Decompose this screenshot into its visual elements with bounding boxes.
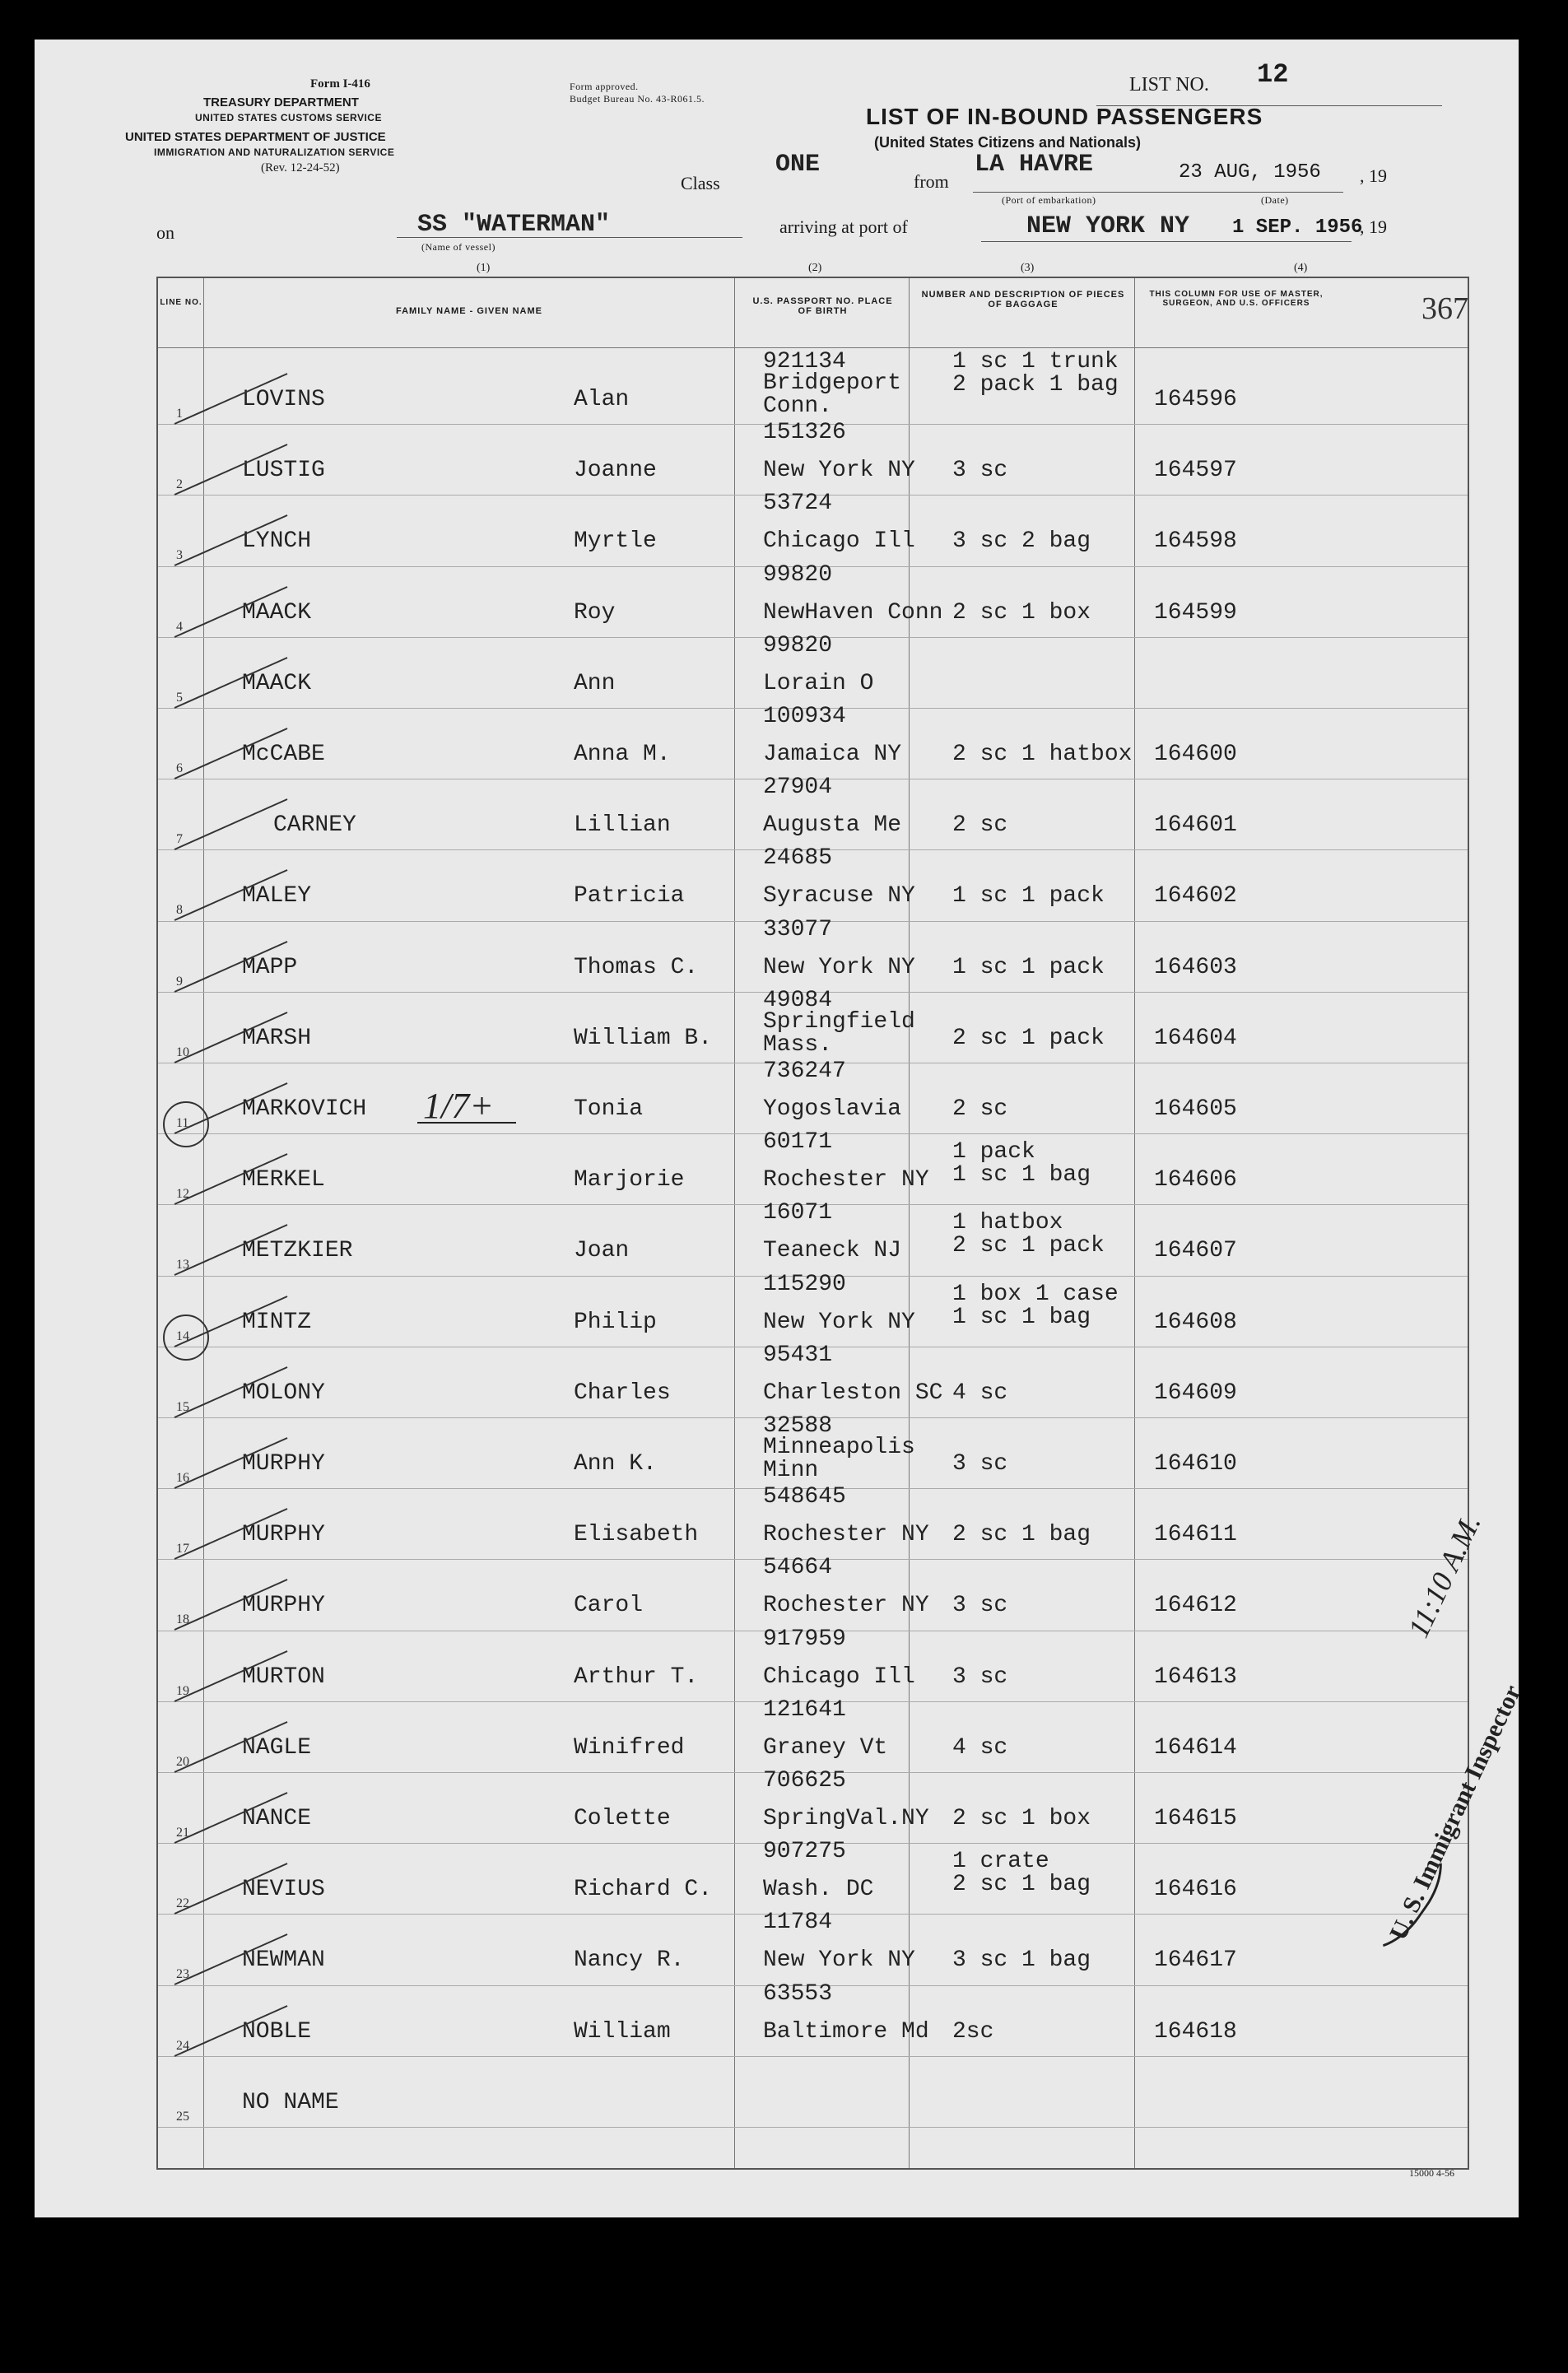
from-rule [973,192,1343,193]
passport-number: 11784 [763,1910,833,1936]
place-of-birth-cont: Conn. [763,393,833,419]
header-divider [158,347,1468,348]
table-row [158,845,1468,921]
table-row [158,420,1468,496]
place-of-birth: NewHaven Conn [763,599,943,626]
port-of-embarkation: LA HAVRE [975,151,1094,179]
line-number: 19 [176,1683,189,1698]
baggage-cont: 2 sc 1 bag [952,1872,1091,1898]
given-name: Thomas C. [574,954,699,980]
family-name: MAACK [242,670,312,696]
family-name: NEWMAN [242,1947,325,1974]
baggage: 3 sc [952,1663,1008,1690]
baggage: 2sc [952,2018,994,2045]
line-number: 11 [176,1116,189,1130]
table-row [158,1910,1468,1985]
line-number: 23 [176,1967,189,1982]
family-name: LOVINS [242,387,325,412]
line-number: 15 [176,1399,189,1414]
passport-number: 907275 [763,1839,846,1865]
form-subtitle: (United States Citizens and Nationals) [874,134,1142,151]
arrival-date: 1 SEP. 1956 [1232,216,1363,239]
arrival-port: NEW YORK NY [1026,212,1190,240]
col-header-line-no: LINE NO. [160,298,202,307]
line-number: 21 [176,1826,189,1840]
baggage: 1 crate [952,1849,1049,1875]
line-number: 20 [176,1754,189,1769]
line-number: 18 [176,1612,189,1627]
passport-number: 736247 [763,1059,846,1084]
given-name: Roy [574,599,616,626]
line-number: 14 [176,1328,189,1343]
baggage: 4 sc [952,1380,1008,1406]
table-row [158,491,1468,566]
family-name: MALEY [242,883,312,910]
place-of-birth: SpringVal.NY [763,1806,929,1831]
budget-bureau: Budget Bureau No. 43-R061.5. [570,93,705,105]
row-divider [158,2127,1468,2128]
revision-date: (Rev. 12-24-52) [261,161,340,174]
handwritten-note: 1/7+ [423,1086,494,1126]
col-header-baggage: NUMBER AND DESCRIPTION OF PIECES OF BAGGAGE [921,290,1125,309]
col-index-1: (1) [477,262,491,274]
given-name: Marjorie [574,1167,685,1193]
place-of-birth: New York NY [763,954,915,980]
place-of-birth: Wash. DC [763,1877,874,1903]
place-of-birth: New York NY [763,458,915,484]
passport-number: 100934 [763,704,846,729]
place-of-birth: Springfield [763,1008,915,1035]
officer-number: 164606 [1154,1167,1237,1193]
place-of-birth: Yogoslavia [763,1096,902,1122]
form-approved: Form approved. [570,81,639,92]
date-label: (Date) [1261,194,1289,206]
col-header-name: FAMILY NAME - GIVEN NAME [395,306,543,316]
passport-number: 115290 [763,1271,846,1297]
baggage: 3 sc [952,458,1008,484]
place-of-birth: Graney Vt [763,1734,888,1761]
given-name: Nancy R. [574,1947,685,1974]
officer-number: 164596 [1154,387,1237,412]
passport-number: 24685 [763,845,833,872]
inspection-time-stamp: 11:10 A.M. [1401,1509,1487,1643]
line-number: 17 [176,1542,189,1556]
table-row [158,1626,1468,1702]
arriving-label: arriving at port of [779,216,908,237]
customs-service: UNITED STATES CUSTOMS SERVICE [195,112,382,123]
table-row [158,1059,1468,1134]
given-name: Ann [574,670,616,696]
col-header-officers: THIS COLUMN FOR USE OF MASTER, SURGEON, AND U.S. OFFICERS [1149,290,1324,308]
family-name: LUSTIG [242,458,325,484]
officer-number: 164601 [1154,812,1237,839]
family-name: MAACK [242,599,312,626]
baggage: 1 hatbox [952,1210,1063,1236]
family-name: MURPHY [242,1593,325,1619]
table-row [158,1555,1468,1631]
given-name: Carol [574,1593,644,1619]
officer-number: 164608 [1154,1309,1237,1335]
passport-number: 95431 [763,1342,833,1368]
embarkation-label: (Port of embarkation) [1002,194,1096,206]
baggage-cont: 2 pack 1 bag [952,372,1119,398]
table-row [158,561,1468,638]
family-name: McCABE [242,742,325,767]
arrival-rule [981,241,1352,242]
table-row [158,1342,1468,1418]
col-index-2: (2) [808,262,822,274]
officer-number: 164599 [1154,599,1237,626]
line-number: 4 [176,619,183,634]
given-name: Colette [574,1806,671,1831]
place-of-birth: Charleston SC [763,1380,943,1406]
passport-number: 99820 [763,632,833,658]
passport-number: 53724 [763,491,833,517]
given-name: William [574,2018,671,2045]
officer-number: 164609 [1154,1380,1237,1406]
given-name: Myrtle [574,528,657,555]
place-of-birth: Teaneck NJ [763,1238,902,1264]
baggage: 1 pack [952,1139,1035,1166]
line-number: 1 [176,407,183,421]
justice-department: UNITED STATES DEPARTMENT OF JUSTICE [125,130,386,144]
place-of-birth: Jamaica NY [763,742,902,767]
baggage: 2 sc 1 pack [952,1025,1105,1051]
given-name: Patricia [574,883,685,910]
officer-number: 164605 [1154,1096,1237,1122]
family-name: LYNCH [242,528,312,555]
given-name: Tonia [574,1096,644,1122]
place-of-birth: Baltimore Md [763,2018,929,2045]
line-number: 16 [176,1471,189,1485]
family-name: NOBLE [242,2018,312,2045]
officer-number: 164611 [1154,1522,1237,1548]
baggage: 2 sc 1 box [952,599,1091,626]
line-number: 6 [176,761,183,775]
table-row [158,916,1468,993]
place-of-birth: New York NY [763,1309,915,1335]
given-name: Alan [574,387,630,412]
officer-number: 164602 [1154,883,1237,910]
year-suffix: , 19 [1360,165,1387,186]
officer-number: 164597 [1154,458,1237,484]
baggage: 1 sc 1 pack [952,883,1105,910]
baggage-cont: 1 sc 1 bag [952,1162,1091,1189]
given-name: Joan [574,1238,630,1264]
line-number: 2 [176,477,183,492]
line-number: 22 [176,1896,189,1911]
officer-number: 164614 [1154,1734,1237,1761]
vessel-label: (Name of vessel) [421,241,496,253]
baggage: 3 sc [952,1451,1008,1477]
from-label: from [914,171,949,192]
officer-number: 164604 [1154,1025,1237,1051]
given-name: Elisabeth [574,1522,699,1548]
baggage: 2 sc [952,1096,1008,1122]
vessel-rule [397,237,742,238]
place-of-birth: Bridgeport [763,370,902,396]
given-name: Philip [574,1309,657,1335]
passport-number: 54664 [763,1555,833,1581]
baggage: 3 sc [952,1593,1008,1619]
inspector-stamp: U. S. Immigrant Inspector [1384,1681,1527,1944]
place-of-birth-cont: Mass. [763,1031,833,1058]
place-of-birth: Syracuse NY [763,883,915,910]
place-of-birth: New York NY [763,1947,915,1974]
place-of-birth: Augusta Me [763,812,902,839]
passport-number: 921134 [763,349,846,375]
passport-number: 16071 [763,1200,833,1226]
line-number: 24 [176,2038,189,2053]
line-number: 7 [176,832,183,847]
form-number: Form I-416 [310,77,370,91]
embarkation-date: 23 AUG, 1956 [1179,161,1321,184]
baggage-cont: 2 sc 1 pack [952,1233,1105,1259]
baggage-cont: 1 sc 1 bag [952,1304,1091,1330]
passport-number: 32588 [763,1413,833,1439]
place-of-birth-cont: Minn [763,1458,819,1483]
place-of-birth: Minneapolis [763,1435,915,1460]
year-suffix-2: , 19 [1360,216,1387,237]
baggage: 2 sc 1 bag [952,1522,1091,1548]
place-of-birth: Chicago Ill [763,1663,915,1690]
baggage: 1 sc 1 pack [952,954,1105,980]
given-name: Anna M. [574,742,671,767]
baggage: 2 sc [952,812,1008,839]
line-number: 12 [176,1187,189,1202]
vessel-name: SS "WATERMAN" [417,211,611,239]
table-row [158,2057,1468,2128]
passport-number: 917959 [763,1626,846,1652]
line-number: 5 [176,690,183,705]
line-number: 3 [176,548,183,563]
table-row [158,1271,1468,1347]
baggage: 3 sc 1 bag [952,1947,1091,1974]
col-index-3: (3) [1021,262,1035,274]
officer-number: 164603 [1154,954,1237,980]
treasury-department: TREASURY DEPARTMENT [203,95,359,109]
table-row [158,1484,1468,1560]
family-name: MOLONY [242,1380,325,1406]
class-label: Class [681,173,720,193]
family-name: NO NAME [242,2089,339,2115]
place-of-birth: Rochester NY [763,1522,929,1548]
table-row [158,775,1468,850]
on-label: on [156,222,174,243]
given-name: Ann K. [574,1451,657,1477]
line-number: 9 [176,974,183,989]
class-value: ONE [775,151,821,179]
place-of-birth: Lorain O [763,670,874,696]
page-number: 367 [1421,291,1468,326]
table-row [158,1413,1468,1489]
family-name: MURPHY [242,1451,325,1477]
family-name: MURTON [242,1663,325,1690]
immigration-service: IMMIGRATION AND NATURALIZATION SERVICE [154,147,395,158]
list-no-value: 12 [1257,59,1289,90]
table-row [158,632,1468,709]
form-title: LIST OF IN-BOUND PASSENGERS [866,104,1263,129]
place-of-birth: Rochester NY [763,1167,929,1193]
family-name: MARKOVICH [242,1096,367,1122]
family-name: MURPHY [242,1522,325,1548]
officer-number: 164598 [1154,528,1237,555]
family-name: MARSH [242,1025,312,1051]
table-row [158,1839,1468,1915]
given-name: Lillian [574,812,671,839]
baggage: 1 sc 1 trunk [952,349,1119,375]
passport-number: 99820 [763,561,833,588]
table-row [158,704,1468,779]
manifest-page [35,40,1527,2217]
family-name: CARNEY [273,812,356,839]
given-name: Joanne [574,458,657,484]
passport-number: 706625 [763,1768,846,1794]
officer-number: 164610 [1154,1451,1237,1477]
table-row [158,349,1468,425]
line-number: 10 [176,1045,189,1059]
table-row [158,1696,1468,1773]
col-header-passport: U.S. PASSPORT NO. PLACE OF BIRTH [752,296,893,316]
passport-number: 27904 [763,775,833,801]
table-row [158,1768,1468,1844]
officer-number: 164607 [1154,1238,1237,1264]
officer-number: 164618 [1154,2018,1237,2045]
line-number: 13 [176,1258,189,1273]
family-name: NAGLE [242,1734,312,1761]
given-name: Winifred [574,1734,685,1761]
table-row [158,1129,1468,1205]
handwritten-underline [417,1122,516,1124]
place-of-birth: Chicago Ill [763,528,915,555]
family-name: NANCE [242,1806,312,1831]
passport-number: 151326 [763,420,846,446]
baggage: 4 sc [952,1734,1008,1761]
line-number: 8 [176,903,183,918]
place-of-birth: Rochester NY [763,1593,929,1619]
officer-number: 164616 [1154,1877,1237,1903]
passport-number: 60171 [763,1129,833,1156]
footer-code: 15000 4-56 [1409,2167,1454,2179]
family-name: MAPP [242,954,298,980]
line-number: 25 [176,2109,189,2124]
officer-number: 164600 [1154,742,1237,767]
passport-number: 548645 [763,1484,846,1510]
given-name: Charles [574,1380,671,1406]
given-name: Arthur T. [574,1663,699,1690]
family-name: MINTZ [242,1309,312,1335]
passport-number: 49084 [763,987,833,1013]
col-index-4: (4) [1294,262,1308,274]
table-row [158,1200,1468,1276]
passport-number: 33077 [763,916,833,942]
officer-number: 164617 [1154,1947,1237,1974]
baggage: 1 box 1 case [952,1281,1119,1307]
officer-number: 164615 [1154,1806,1237,1831]
family-name: METZKIER [242,1238,353,1264]
baggage: 3 sc 2 bag [952,528,1091,555]
check-mark [174,798,288,850]
baggage: 2 sc 1 hatbox [952,742,1133,767]
passport-number: 63553 [763,1980,833,2007]
officer-number: 164613 [1154,1663,1237,1690]
passenger-table [156,277,1469,2170]
family-name: NEVIUS [242,1877,325,1903]
table-row [158,1980,1468,2057]
given-name: Richard C. [574,1877,713,1903]
baggage: 2 sc 1 box [952,1806,1091,1831]
list-no-label: LIST NO. [1129,74,1209,95]
officer-number: 164612 [1154,1593,1237,1619]
passport-number: 121641 [763,1696,846,1723]
table-row [158,987,1468,1063]
family-name: MERKEL [242,1167,325,1193]
given-name: William B. [574,1025,713,1051]
